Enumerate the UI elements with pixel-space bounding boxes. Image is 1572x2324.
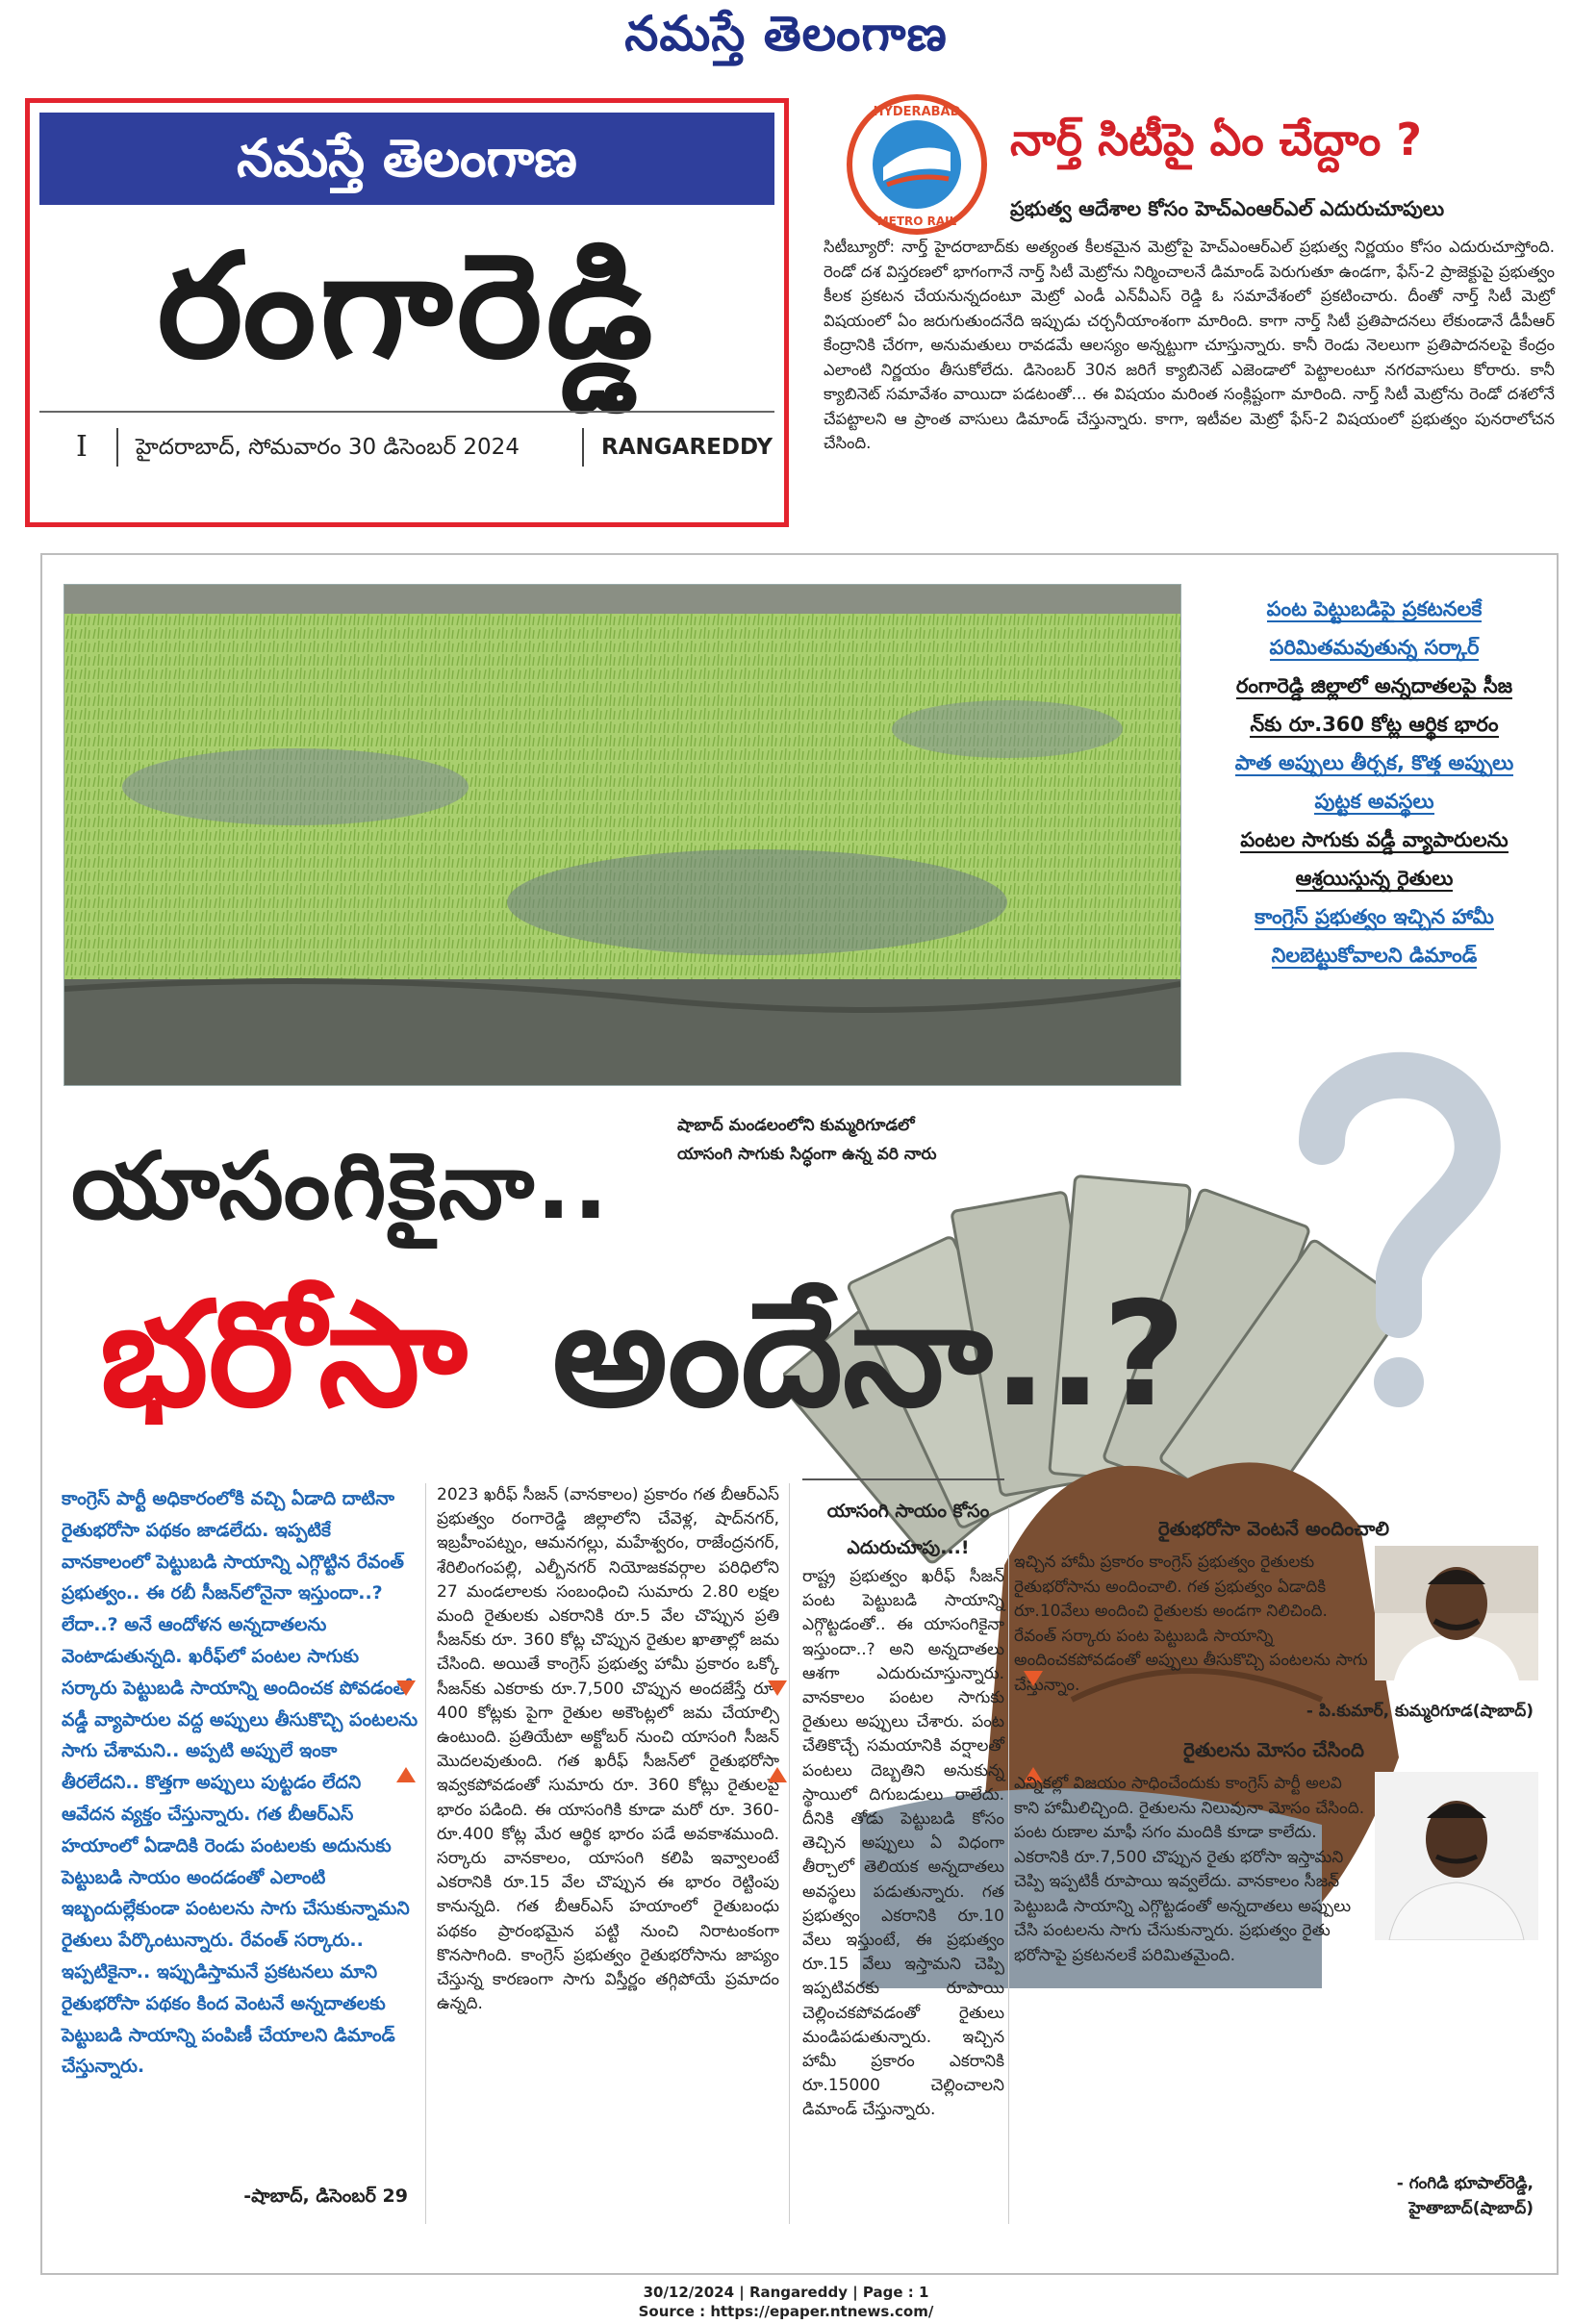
photo-caption: షాబాద్ మండలంలోని కుమ్మరిగూడలో యాసంగి సాగుకు సిద్ధంగా ఉన్న వరి నారు (677, 1116, 937, 1164)
body-column-2: 2023 ఖరీఫ్ సీజన్ (వానకాలం) ప్రకారం గత బీఆర్ఎస్ ప్రభుత్వం రంగారెడ్డి జిల్లాలోని చేవెళ్ల, షాద్‌నగర్, ఇబ్రహీంపట్నం, ఆమనగల్లు, మహేశ్వరం, రాజేంద్రనగర్, శేరిలింగంపల్లి, ఎల్బీనగర్ నియోజకవర్గాల పరిధిలోని 27 మండలాలకు సంబంధించి సుమారు 2.80 లక్షల మంది రైతులకు ఎకరానికి రూ.5 వేల చొప్పున ప్రతి సీజన్‌కు రూ. 360 కోట్ల చొప్పున రైతుల ఖాతాల్లో జమ చేసింది. అయితే కాంగ్రెస్ ప్రభుత్వ హామీ ప్రకారం ఒక్కో సీజన్‌కు ఎకరాకు రూ.7,500 చొప్పున అందజేస్తే రూ. 400 కోట్లకు పైగా రైతుల అకౌంట్లలో జమ చేయాల్సి ఉంటుంది. ప్రతియేటా అక్టోబర్ నుంచి యాసంగి సీజన్ మొదలవుతుంది. గత ఖరీఫ్ సీజన్‌లో రైతుభరోసా ఇవ్వకపోవడంతో సుమారు రూ. 360 కోట్లు రైతులపై భారం పడింది. ఈ యాసంగికి కూడా మరో రూ. 360-రూ.400 కోట్ల మేర ఆర్థిక భారం పడే అవకాశముంది. సర్కారు వానకాలం, యాసంగి కలిపి ఇవ్వాలంటే ఎకరానికి రూ.15 వేల చొప్పున ఈ భారం రెట్టింపు కానున్నది. గత బీఆర్ఎస్ హయాంలో రైతుబంధు పథకం ప్రారంభమైన పట్టి నుంచి నిరాటంకంగా కొనసాగింది. కాంగ్రెస్ ప్రభుత్వం రైతుభరోసాను జాప్యం చేస్తున్న కారణంగా సాగు విస్తీర్ణం తగ్గిపోయే ప్రమాదం ఉన్నది. (437, 1485, 779, 2014)
highlight-item: న్‌కు రూ.360 కోట్ల ఆర్థిక భారం (1250, 713, 1499, 736)
headline-line1: యాసంగికైనా.. (71, 1132, 611, 1240)
highlight-item: పంట పెట్టుబడిపై ప్రకటనలకే (1266, 597, 1483, 620)
quote1-signature: - పి.కుమార్, కుమ్మరిగూడ(షాబాద్) (1306, 1702, 1534, 1721)
divider (116, 428, 118, 467)
quote2-body: ఎన్నికల్లో విజయం సాధించేందుకు కాంగ్రెస్ పార్టీ అలవి కాని హామీలిచ్చింది. రైతులను నిలువునా మోసం చేసింది. పంట రుణాల మాఫీ సగం మందికి కూడా కాలేదు. ఎకరానికి రూ.7,500 చొప్పున రైతు భరోసా ఇస్తామని చెప్పి ఇప్పటికీ రూపాయి ఇవ్వలేదు. వానకాలం సీజన్ పెట్టుబడి సాయాన్ని ఎగ్గొట్టడంతో అన్నదాతలు అప్పులు చేసి పంటలను సాగు చేసుకున్నారు. ప్రభుత్వం రైతు భరోసాపై ప్రకటనలకే పరిమితమైంది. (1014, 1774, 1365, 1965)
quote2-signature-name: - గంగిడి భూపాల్‌రెడ్డి, (1396, 2174, 1534, 2193)
lead-column: కాంగ్రెస్ పార్టీ అధికారంలోకి వచ్చి ఏడాది దాటినా రైతుభరోసా పథకం జాడలేదు. ఇప్పటికే వానకాలంలో పెట్టుబడి సాయాన్ని ఎగ్గొట్టిన రేవంత్ ప్రభుత్వం.. ఈ రబీ సీజన్‌లోనైనా ఇస్తుందా..? లేదా..? అనే ఆందోళన అన్నదాతలను వెంటాడుతున్నది. ఖరీఫ్‌లో పంటల సాగుకు సర్కారు పెట్టుబడి సాయాన్ని అందించక పోవడంతో వడ్డీ వ్యాపారుల వద్ద అప్పులు తీసుకొచ్చి పంటలను సాగు చేశామని.. అప్పటి అప్పులే ఇంకా తీరలేదని.. కొత్తగా అప్పులు పుట్టడం లేదని ఆవేదన వ్యక్తం చేస్తున్నారు. గత బీఆర్ఎస్ హయాంలో ఏడాదికి రెండు పంటలకు అదునుకు పెట్టుబడి సాయం అందడంతో ఎలాంటి ఇబ్బందుల్లేకుండా పంటలను సాగు చేసుకున్నామని రైతులు పేర్కొంటున్నారు. రేవంత్ సర్కారు.. ఇప్పటికైనా.. ఇప్పుడిస్తామనే ప్రకటనలు మాని రైతుభరోసా పథకం కింద వెంటనే అన్నదాతలకు పెట్టుబడి సాయాన్ని పంపిణీ చేయాలని డిమాండ్ చేస్తున్నారు. (62, 1488, 418, 2078)
arrow-down-icon (1024, 1671, 1043, 1686)
highlight-item: పాత అప్పులు తీర్చక, కొత్త అప్పులు (1234, 751, 1514, 774)
edition-band: నమస్తే తెలంగాణ (39, 113, 774, 205)
paddy-field-photo (63, 584, 1181, 1086)
highlight-item: రంగారెడ్డి జిల్లాలో అన్నదాతలపై సీజ (1235, 674, 1513, 697)
headline-line2-dark: అందేనా..? (552, 1272, 1186, 1439)
highlight-item: కాంగ్రెస్ ప్రభుత్వం ఇచ్చిన హామీ (1255, 905, 1494, 928)
headline-line2-red: భరోసా (100, 1272, 468, 1439)
farmer-portrait-2 (1375, 1772, 1538, 1940)
edition-box (25, 98, 789, 527)
metro-subheadline: ప్రభుత్వ ఆదేశాల కోసం హెచ్ఎంఆర్ఎల్ ఎదురుచూపులు (1010, 197, 1445, 220)
quote2-heading: రైతులను మోసం చేసింది (1182, 1738, 1365, 1761)
quote2-signature (1014, 2171, 1534, 2221)
metro-headline: నార్త్ సిటీపై ఏం చేద్దాం ? (1010, 114, 1422, 165)
dateline-signature: -షాబాద్, డిసెంబర్ 29 (243, 2185, 408, 2207)
page-footer (0, 2283, 1572, 2321)
edition-name: RANGAREDDY (601, 435, 773, 460)
metro-rail-logo (845, 92, 989, 237)
divider (582, 428, 584, 467)
arrow-down-icon (768, 1680, 787, 1696)
masthead: నమస్తే తెలంగాణ (624, 6, 948, 62)
arrow-up-icon (396, 1767, 416, 1782)
highlights-list (1208, 594, 1540, 978)
quote1-heading: రైతుభరోసా వెంటనే అందించాలి (1157, 1517, 1390, 1540)
dateline-bar (39, 418, 774, 476)
footer-source: Source : https://epaper.ntnews.com/ (638, 2303, 934, 2320)
farmer-portrait-1 (1375, 1546, 1538, 1680)
feature-article (40, 553, 1559, 2275)
highlight-item: ఆశ్రయిస్తున్న రైతులు (1295, 867, 1454, 890)
body-column-3: రాష్ట్ర ప్రభుత్వం ఖరీఫ్ సీజన్ పంట పెట్టుబడి సాయాన్ని ఎగ్గొట్టడంతో.. ఈ యాసంగికైనా ఇస్తుందా..? అని అన్నదాతలు ఆశగా ఎదురుచూస్తున్నారు. వానకాలం పంటల సాగుకు రైతులు అప్పులు చేశారు. పంట చేతికొచ్చే సమయానికి వర్షాలతో పంటలు దెబ్బతిని అనుకున్న స్థాయిలో దిగుబడులు రాలేదు. దీనికి తోడు పెట్టుబడి కోసం తెచ్చిన అప్పులు ఏ విధంగా తీర్చాలో తెలియక అన్నదాతలు అవస్థలు పడుతున్నారు. గత ప్రభుత్వం ఎకరానికి రూ.10 వేలు ఇస్తుంటే, ఈ ప్రభుత్వం రూ.15 వేలు ఇస్తామని చెప్పి ఇప్పటివరకు రూపాయి చెల్లించకపోవడంతో రైతులు మండిపడుతున్నారు. ఇచ్చిన హామీ ప్రకారం ఎకరానికి రూ.15000 చెల్లించాలని డిమాండ్ చేస్తున్నారు. (802, 1567, 1004, 2120)
quote2-signature-place: హైతాబాద్(షాబాద్) (1408, 2199, 1534, 2218)
metro-logo-bottom-text: METRO RAIL (876, 215, 957, 228)
highlight-item: పంటల సాగుకు వడ్డీ వ్యాపారులను (1240, 828, 1509, 851)
dateline: హైదరాబాద్, సోమవారం 30 డిసెంబర్ 2024 (136, 435, 520, 460)
metro-body: సిటీబ్యూరో: నార్త్ హైదరాబాద్‌కు అత్యంత కీలకమైన మెట్రోపై హెచ్ఎంఆర్ఎల్ ప్రభుత్వ నిర్ణయం కోసం ఎదురుచూస్తోంది. రెండో దశ విస్తరణలో భాగంగానే నార్త్ సిటీ మెట్రోను నిర్మించాలనే డిమాండ్ పెరుగుతూ ఉండగా, ఫేస్-2 ప్రాజెక్టుపై ప్రభుత్వం కీలక ప్రకటన చేయనున్నదంటూ మెట్రో ఎండీ ఎన్‌వీఎస్ రెడ్డి ఓ సమావేశంలో ప్రకటించారు. దీంతో నార్త్ సిటీ మెట్రో విషయంలో ఏం జరుగుతుందనేది ఇప్పుడు చర్చనీయాంశంగా మారింది. కాగా నార్త్ సిటీ ప్రతిపాదనలు లేకుండానే డీపీఆర్ కేంద్రానికి చేరగా, అనుమతులు రావడమే ఆలస్యం అన్నట్టుగా చూస్తున్నారు. కానీ రెండు నెలలుగా ప్రతిపాదనలపై కేంద్రం ఎలాంటి నిర్ణయం తీసుకోలేదు. డిసెంబర్ 30న జరిగే క్యాబినెట్ ఎజెండాలో పెట్టాలంటూ నగరవాసులు కోరారు. కానీ క్యాబినెట్ సమావేశం వాయిదా పడటంతో... ఈ విషయం మరింత సంక్లిష్టంగా మారింది. నార్త్ సిటీ మెట్రోను రెండో దశలోనే చేపట్టాలని ఆ ప్రాంత వాసులు డిమాండ్ చేస్తున్నారు. కాగా, ఇటీవల మెట్రో ఫేస్-2 విషయంలో ప్రభుత్వం పునరాలోచన చేసింది. (824, 238, 1555, 452)
arrow-up-icon (768, 1767, 787, 1782)
highlight-item: పుట్టక అవస్థలు (1314, 790, 1434, 813)
edition-title: రంగారెడ్డి (157, 223, 657, 391)
highlight-item: నిలబెట్టుకోవాలని డిమాండ్ (1271, 944, 1478, 967)
footer-page-info: 30/12/2024 | Rangareddy | Page : 1 (643, 2284, 929, 2301)
metro-logo-top-text: HYDERABAD (873, 105, 961, 119)
column-divider (789, 1483, 790, 2224)
column-divider (425, 1483, 426, 2224)
quote1-body: ఇచ్చిన హామీ ప్రకారం కాంగ్రెస్ ప్రభుత్వం రైతులకు రైతుభరోసాను అందించాలి. గత ప్రభుత్వం ఏడాదికి రూ.10వేలు అందించి రైతులకు అండగా నిలిచింది. రేవంత్ సర్కారు పంట పెట్టుబడి సాయాన్ని అందించకపోవడంతో అప్పులు తీసుకొచ్చి పంటలను సాగు చేస్తున్నాం. (1014, 1553, 1368, 1695)
column-divider (1008, 1507, 1009, 2224)
column-3-subhead: యాసంగి సాయం కోసం ఎదురుచూపు...! (826, 1501, 990, 1558)
divider (39, 411, 774, 413)
highlight-item: పరిమితమవుతున్న సర్కార్ (1269, 636, 1480, 659)
issue-marker: I (76, 430, 88, 464)
arrow-down-icon (396, 1680, 416, 1696)
